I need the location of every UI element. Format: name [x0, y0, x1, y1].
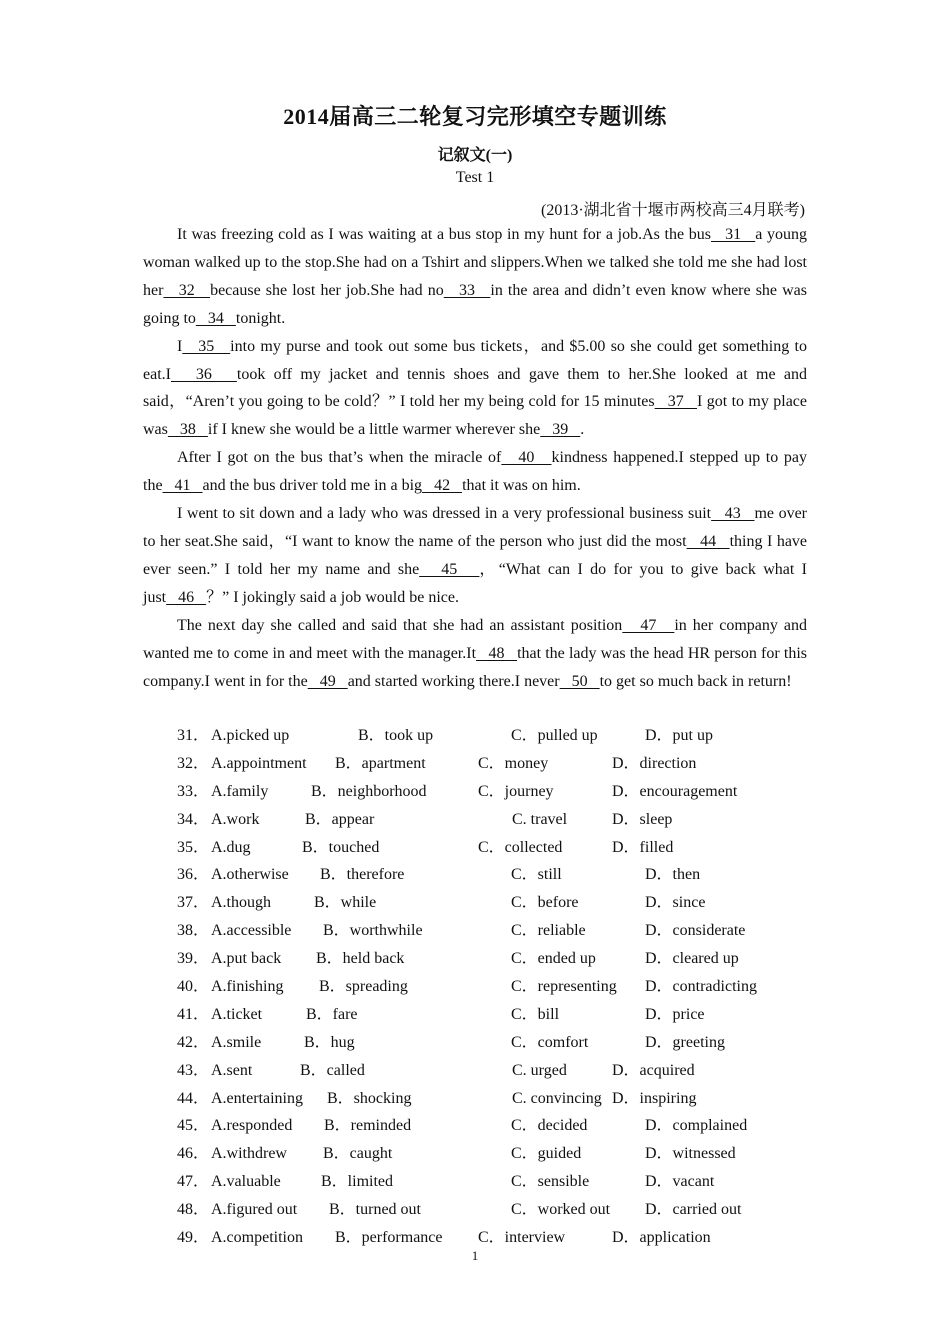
option-row [0, 973, 950, 1001]
num: 48． [177, 1201, 210, 1219]
option-a: A.appointment [211, 754, 307, 772]
option-c: C．before [511, 894, 579, 912]
num: 37． [177, 894, 210, 912]
option-d: D．filled [612, 838, 674, 856]
option-a: A.ticket [211, 1005, 263, 1023]
option-b: B．shocking [327, 1089, 412, 1107]
num: 38． [177, 922, 210, 940]
option-c: C. urged [512, 1061, 567, 1079]
option-row [0, 1168, 950, 1196]
blank-32: 32 [163, 281, 211, 299]
page-number: 1 [471, 1248, 479, 1263]
option-a: A.smile [211, 1033, 262, 1051]
option-c: C．reliable [511, 922, 586, 940]
passage-text: that the lady was the head HR person for this company.I went in for the [143, 644, 808, 690]
passage-paragraph [143, 500, 807, 612]
blank-43: 43 [711, 505, 755, 523]
option-b: B．hug [304, 1033, 355, 1051]
option-b: B．worthwhile [323, 922, 423, 940]
num: 36． [177, 866, 210, 884]
option-d: D．vacant [645, 1173, 715, 1191]
option-b: B．appear [305, 810, 375, 828]
page-title: 2014届高三二轮复习完形填空专题训练 [283, 104, 667, 129]
option-row [0, 861, 950, 889]
blank-35: 35 [182, 337, 231, 355]
blank-37: 37 [654, 393, 697, 411]
option-c: C．still [511, 866, 562, 884]
option-row [0, 722, 950, 750]
option-d: D．application [612, 1229, 711, 1247]
num: 44． [177, 1089, 210, 1107]
num: 34． [177, 810, 210, 828]
answer-options [0, 722, 950, 1252]
option-row [0, 917, 950, 945]
option-a: A.dug [211, 838, 251, 856]
passage-paragraph [143, 221, 807, 333]
blank-46: 46 [166, 588, 207, 606]
option-b: B．therefore [320, 866, 405, 884]
passage-text: if I knew she would be a little warmer wherever she [207, 421, 541, 439]
option-b: B．apartment [335, 754, 426, 772]
blank-50: 50 [559, 672, 600, 690]
option-d: D．encouragement [612, 782, 738, 800]
blank-33: 33 [443, 281, 491, 299]
option-row [0, 889, 950, 917]
num: 43． [177, 1061, 210, 1079]
option-a: A.though [211, 894, 271, 912]
option-a: A.competition [211, 1229, 303, 1247]
option-b: B．spreading [319, 978, 408, 996]
option-d: D．put up [645, 727, 714, 744]
option-a: A.valuable [211, 1173, 281, 1191]
blank-41: 41 [162, 477, 203, 495]
option-row [0, 1140, 950, 1168]
passage-text: The next day she called and said that she had an assistant position [177, 616, 623, 634]
passage-text: into my purse and took out some bus tickets，and $5.00 so she could get something to eat.I [143, 337, 808, 383]
blank-45: 45 [419, 560, 480, 578]
option-d: D．greeting [645, 1033, 725, 1051]
option-a: A.figured out [211, 1201, 298, 1219]
option-b: B．caught [323, 1145, 393, 1163]
passage-text: and started working there.I never [347, 672, 560, 690]
option-row [0, 1112, 950, 1140]
option-b: B．fare [306, 1005, 358, 1023]
option-d: D．since [645, 894, 706, 912]
blank-34: 34 [195, 309, 236, 327]
option-a: A.work [211, 810, 260, 828]
option-row [0, 1085, 950, 1113]
option-c: C．sensible [511, 1173, 590, 1191]
cloze-passage [143, 221, 807, 695]
num: 32． [177, 754, 210, 772]
passage-paragraph [143, 612, 807, 696]
option-b: B．limited [321, 1173, 394, 1191]
blank-39: 39 [540, 421, 581, 439]
option-c: C．interview [478, 1229, 566, 1247]
section-subtitle: 记叙文(一) [437, 147, 513, 164]
passage-text: kindness happened.I stepped up to pay the [143, 449, 807, 495]
option-c: C．worked out [511, 1201, 611, 1219]
option-b: B．held back [316, 950, 405, 968]
option-a: A.sent [211, 1061, 253, 1079]
source-citation: (2013·湖北省十堰市两校高三4月联考) [541, 202, 805, 219]
option-d: D．contradicting [645, 978, 757, 996]
option-b: B．called [300, 1061, 365, 1079]
num: 31． [177, 727, 210, 744]
blank-40: 40 [501, 449, 552, 467]
num: 47． [177, 1173, 210, 1191]
num: 40． [177, 978, 210, 996]
passage-text: that it was on him. [462, 477, 581, 495]
option-b: B．turned out [329, 1201, 421, 1219]
option-c: C．pulled up [511, 727, 598, 744]
passage-text: I got to my place was [143, 393, 807, 439]
passage-text: a young woman walked up to the stop.She had on a Tshirt and slippers.When we talked she told me she had lost her [143, 226, 808, 299]
option-b: B．took up [358, 727, 434, 744]
option-a: A.finishing [211, 978, 284, 996]
num: 33． [177, 782, 210, 800]
option-c: C．ended up [511, 950, 596, 968]
option-d: D．sleep [612, 810, 673, 828]
blank-47: 47 [622, 616, 675, 634]
option-a: A.picked up [211, 727, 290, 744]
option-a: A.entertaining [211, 1089, 303, 1107]
num: 46． [177, 1145, 210, 1163]
option-a: A.family [211, 782, 269, 800]
option-d: D．acquired [612, 1061, 695, 1079]
blank-49: 49 [307, 672, 348, 690]
passage-text: tonight. [235, 309, 286, 327]
option-a: A.otherwise [211, 866, 289, 884]
option-b: B．reminded [324, 1117, 412, 1135]
option-d: D．considerate [645, 922, 746, 940]
passage-text: took off my jacket and tennis shoes and gave them to her.She looked at me and said，“Aren’t you going to be cold？” I told her my being cold for 15 minutes [143, 365, 808, 411]
passage-text: I went to sit down and a lady who was dressed in a very professional business suit [177, 505, 712, 523]
num: 41． [177, 1005, 210, 1023]
passage-text: and the bus driver told me in a big [202, 477, 423, 495]
option-row [0, 1196, 950, 1224]
option-d: D．complained [645, 1117, 748, 1135]
num: 49． [177, 1229, 210, 1247]
option-row [0, 1029, 950, 1057]
option-a: A.put back [211, 950, 282, 968]
option-c: C．guided [511, 1145, 582, 1163]
passage-text: After I got on the bus that’s when the miracle of [177, 449, 502, 467]
passage-text: me over to her seat.She said，“I want to know the name of the person who just did the most [143, 505, 808, 550]
blank-36: 36 [170, 365, 237, 383]
option-a: A.accessible [211, 922, 292, 940]
option-b: B．performance [335, 1229, 443, 1247]
option-c: C. travel [512, 810, 568, 828]
num: 42． [177, 1033, 210, 1051]
blank-42: 42 [422, 477, 463, 495]
option-c: C．collected [478, 838, 563, 856]
blank-44: 44 [686, 532, 730, 550]
option-d: D．witnessed [645, 1145, 736, 1163]
option-a: A.withdrew [211, 1145, 287, 1163]
option-c: C. convincing [512, 1089, 602, 1107]
option-a: A.responded [211, 1117, 293, 1135]
option-c: C．representing [511, 978, 617, 996]
option-d: D．cleared up [645, 950, 739, 968]
option-row [0, 778, 950, 806]
passage-paragraph [143, 444, 807, 500]
passage-text: in the area and didn’t even know where she was going to [143, 281, 808, 327]
num: 39． [177, 950, 210, 968]
option-row [0, 750, 950, 778]
passage-text: ？” I jokingly said a job would be nice. [206, 588, 459, 606]
option-c: C．comfort [511, 1033, 589, 1051]
option-b: B．while [314, 894, 377, 912]
passage-text: I [177, 337, 183, 355]
passage-text: . [580, 421, 585, 439]
passage-text: in her company and wanted me to come in and meet with the manager.It [143, 616, 808, 662]
option-c: C．money [478, 754, 549, 772]
option-c: C．journey [478, 782, 554, 800]
option-row [0, 945, 950, 973]
option-b: B．neighborhood [311, 782, 427, 800]
option-row [0, 806, 950, 834]
option-row [0, 1057, 950, 1085]
blank-48: 48 [476, 644, 518, 662]
test-label: Test 1 [455, 169, 495, 186]
option-row [0, 1001, 950, 1029]
option-b: B．touched [302, 838, 380, 856]
blank-38: 38 [167, 421, 208, 439]
option-c: C．decided [511, 1117, 588, 1135]
num: 35． [177, 838, 210, 856]
passage-text: ，“What can I do for you to give back what I just [143, 560, 808, 606]
option-d: D．direction [612, 754, 697, 772]
option-c: C．bill [511, 1005, 560, 1023]
option-d: D．then [645, 866, 701, 884]
option-row [0, 834, 950, 862]
passage-paragraph [143, 333, 807, 445]
option-d: D．price [645, 1005, 705, 1023]
passage-text: thing I have ever seen.” I told her my name and she [143, 532, 808, 578]
option-d: D．carried out [645, 1201, 742, 1219]
num: 45． [177, 1117, 210, 1135]
option-d: D．inspiring [612, 1089, 697, 1107]
passage-text: because she lost her job.She had no [210, 281, 444, 299]
blank-31: 31 [711, 226, 756, 243]
passage-text: It was freezing cold as I was waiting at a bus stop in my hunt for a job.As the bus [177, 226, 712, 243]
passage-text: to get so much back in return! [599, 672, 792, 690]
